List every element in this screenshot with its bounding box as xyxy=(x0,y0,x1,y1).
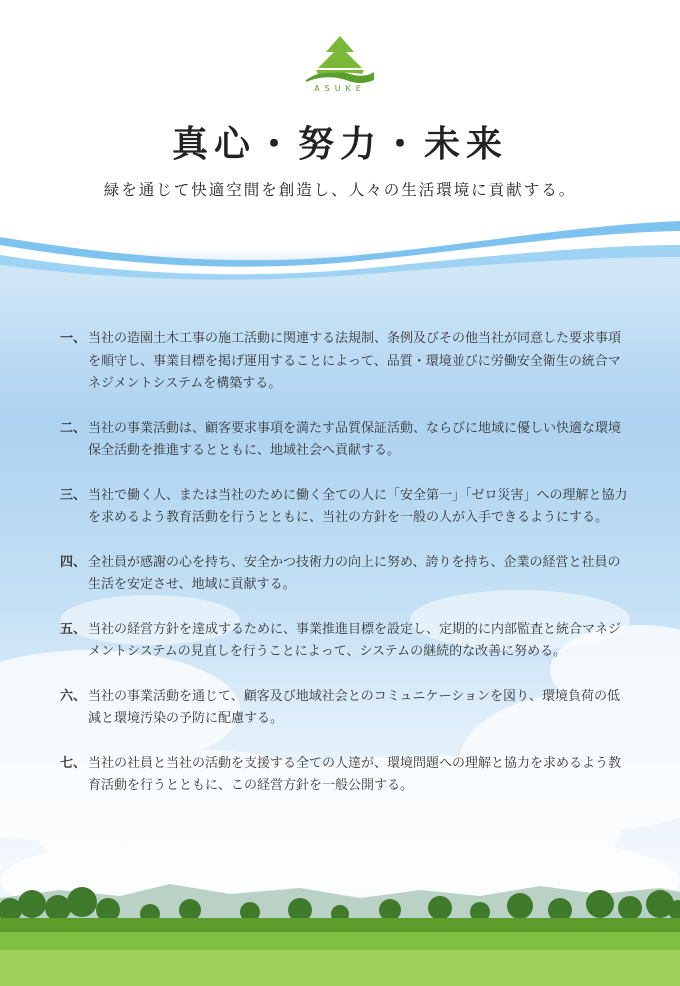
policy-text: 当社の事業活動を通じて、顧客及び地域社会とのコミュニケーションを図り、環境負荷の低減と環境汚染の予防に配慮する。 xyxy=(88,688,620,726)
logo-wordmark: ASUKE xyxy=(314,84,366,93)
grass-field-background xyxy=(0,880,680,986)
policy-number: 七、 xyxy=(60,755,87,771)
policy-item xyxy=(60,753,632,798)
policy-number: 一、 xyxy=(60,331,87,346)
policy-text: 当社で働く人、または当社のために働く全ての人に「安全第一」「ゼロ災害」への理解と協力を求めるよう教育活動を行うとともに、当社の方針を一般の人が入手できるようにする。 xyxy=(88,487,628,525)
policy-item xyxy=(60,552,632,597)
policy-item xyxy=(60,485,632,530)
policy-list xyxy=(60,328,632,798)
policy-number: 四、 xyxy=(60,554,87,570)
policy-item xyxy=(60,328,632,396)
policy-item xyxy=(60,619,632,664)
policy-number: 三、 xyxy=(60,487,87,503)
policy-text: 当社の事業活動は、顧客要求事項を満たす品質保証活動、ならびに地域に優しい快適な環境保全活動を推進するとともに、地域社会へ貢献する。 xyxy=(88,420,622,458)
policy-number: 二、 xyxy=(60,420,87,436)
policy-text: 当社の造園土木工事の施工活動に関連する法規制、条例及びその他当社が同意した要求事項を順守し、事業目標を掲げ運用することによって、品質・環境並びに労働安全衛生の統合マネジメントシステムを構築する。 xyxy=(88,331,622,391)
wave-divider xyxy=(0,215,680,290)
slogan-heading: 真心・努力・未来 xyxy=(171,123,508,165)
policy-number: 六、 xyxy=(60,688,87,704)
policy-number: 五、 xyxy=(60,621,87,637)
policy-item xyxy=(60,686,632,731)
policy-text: 当社の経営方針を達成するために、事業推進目標を設定し、定期的に内部監査と統合マネジメントシステムの見直しを行うことによって、システムの継続的な改善に努める。 xyxy=(88,621,622,659)
mission-statement: 緑を通じて快適空間を創造し、人々の生活環境に貢献する。 xyxy=(103,181,577,199)
policy-text: 全社員が感謝の心を持ち、安全かつ技術力の向上に努め、誇りを持ち、企業の経営と社員の生活を安定させ、地域に貢献する。 xyxy=(88,554,621,592)
policy-item xyxy=(60,418,632,463)
policy-text: 当社の社員と当社の活動を支援する全ての人達が、環境問題への理解と協力を求めるよう教育活動を行うとともに、この経営方針を一般公開する。 xyxy=(88,755,622,793)
